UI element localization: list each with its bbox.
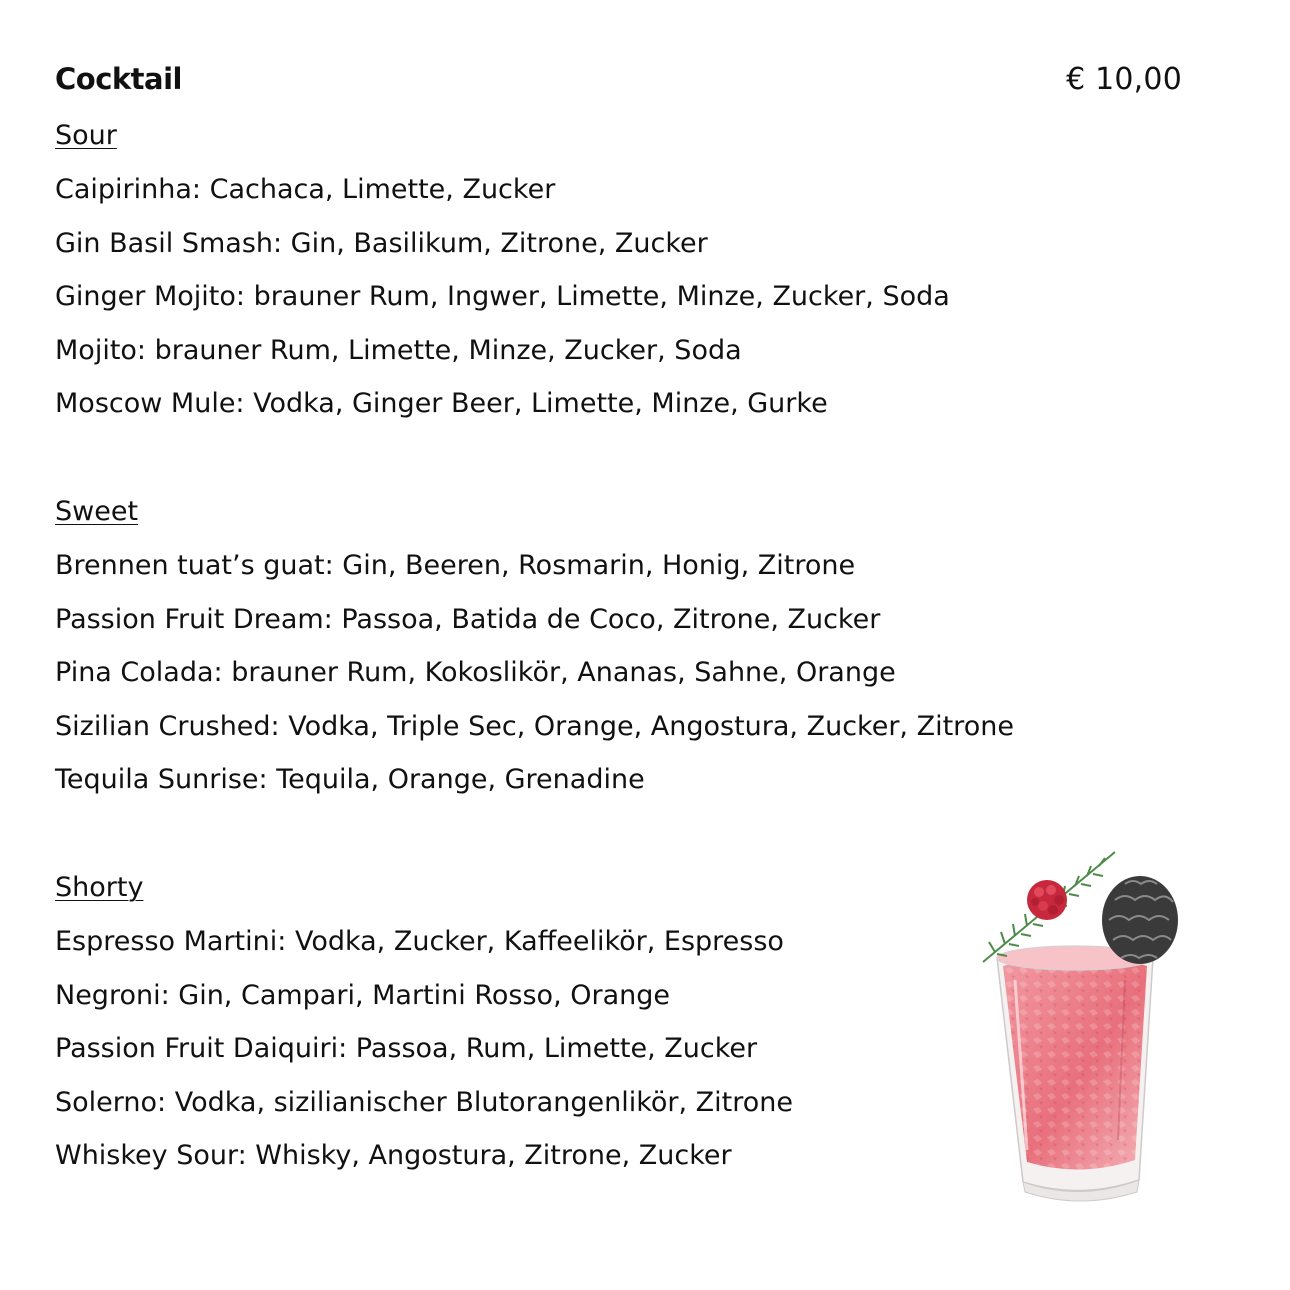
section-heading: Shorty <box>55 871 144 903</box>
menu-item: Pina Colada: brauner Rum, Kokoslikör, Ananas, Sahne, Orange <box>55 657 896 689</box>
menu-item: Solerno: Vodka, sizilianischer Blutorangenlikör, Zitrone <box>55 1086 793 1118</box>
menu-item: Tequila Sunrise: Tequila, Orange, Grenadine <box>55 764 645 796</box>
price-label: € 10,00 <box>1066 62 1182 97</box>
glass-icon <box>997 946 1153 1201</box>
menu-item: Negroni: Gin, Campari, Martini Rosso, Orange <box>55 979 670 1011</box>
pinecone-icon <box>1102 876 1178 964</box>
menu-item: Caipirinha: Cachaca, Limette, Zucker <box>55 174 556 205</box>
section-heading: Sour <box>55 120 117 151</box>
menu-item: Whiskey Sour: Whisky, Angostura, Zitrone, Zucker <box>55 1140 732 1172</box>
menu-content <box>55 109 1055 1183</box>
section-sweet <box>55 485 1055 807</box>
menu-item: Brennen tuat’s guat: Gin, Beeren, Rosmarin, Honig, Zitrone <box>55 549 856 581</box>
menu-item: Mojito: brauner Rum, Limette, Minze, Zucker, Soda <box>55 334 742 366</box>
section-sour <box>55 109 1055 431</box>
menu-item: Moscow Mule: Vodka, Ginger Beer, Limette, Minze, Gurke <box>55 388 828 420</box>
menu-item: Passion Fruit Daiquiri: Passoa, Rum, Limette, Zucker <box>55 1033 758 1065</box>
cocktail-glass-illustration <box>975 840 1190 1205</box>
page-title: Cocktail <box>55 62 182 96</box>
menu-item: Sizilian Crushed: Vodka, Triple Sec, Orange, Angostura, Zucker, Zitrone <box>55 710 1014 742</box>
section-shorty <box>55 861 1055 1183</box>
menu-item: Passion Fruit Dream: Passoa, Batida de Coco, Zitrone, Zucker <box>55 603 881 635</box>
menu-item: Gin Basil Smash: Gin, Basilikum, Zitrone, Zucker <box>55 227 708 259</box>
menu-item: Ginger Mojito: brauner Rum, Ingwer, Limette, Minze, Zucker, Soda <box>55 281 950 313</box>
menu-item: Espresso Martini: Vodka, Zucker, Kaffeelikör, Espresso <box>55 925 784 957</box>
section-heading: Sweet <box>55 495 139 527</box>
raspberry-icon <box>1027 880 1067 920</box>
